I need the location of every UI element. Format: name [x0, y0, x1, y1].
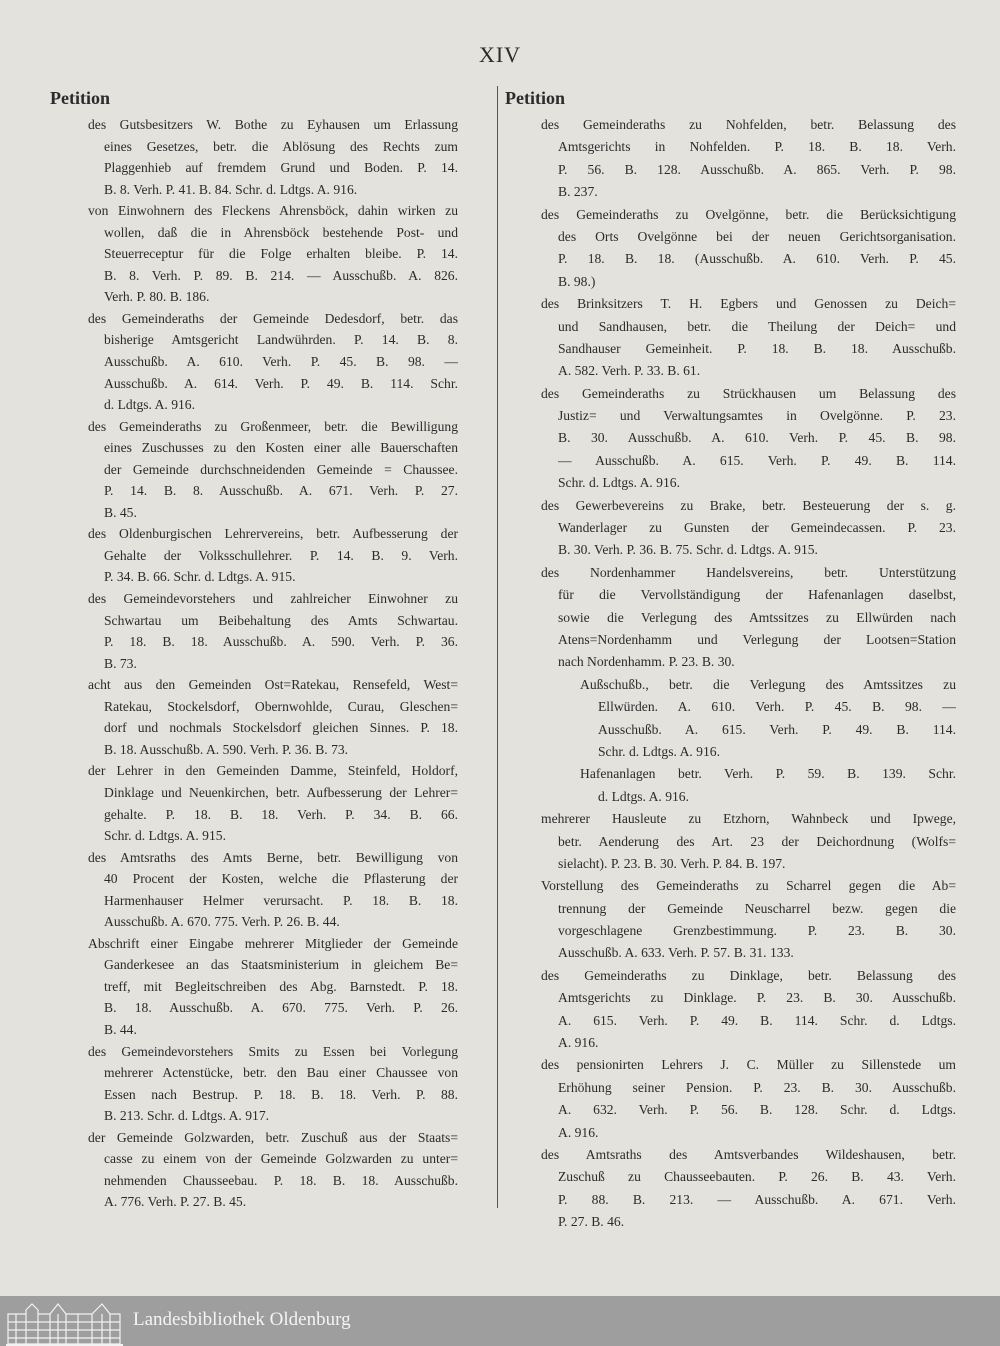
index-entry — [88, 760, 458, 846]
entry-text-line: Außschußb., betr. die Verlegung des Amtssitzes zu — [580, 676, 956, 692]
entry-text-line: B. 30. Verh. P. 36. B. 75. Schr. d. Ldtgs. A. 915. — [558, 542, 818, 558]
entry-text-line: Erhöhung seiner Pension. P. 23. B. 30. Ausschußb. — [558, 1079, 956, 1095]
entry-text-line: nach Nordenhamm. P. 23. B. 30. — [558, 654, 735, 670]
index-entry — [88, 308, 458, 416]
index-entry — [541, 875, 956, 965]
entry-text-line: — Ausschußb. A. 615. Verh. P. 49. B. 114. — [558, 452, 956, 468]
entry-text-line: Essen nach Bestrup. P. 18. B. 18. Verh. P. 88. — [104, 1086, 458, 1102]
entry-text-line: A. 582. Verh. P. 33. B. 61. — [558, 363, 701, 379]
entry-text-line: B. 237. — [558, 184, 598, 200]
entry-text-line: Amtsgerichts zu Dinklage. P. 23. B. 30. Ausschußb. — [558, 990, 956, 1006]
index-entry — [541, 562, 956, 674]
entry-text-line: betr. Aenderung des Art. 23 der Deichordnung (Wolfs= — [558, 833, 956, 849]
entry-text-line: casse zu einem von der Gemeinde Golzwarden zu unter= — [104, 1151, 458, 1167]
entry-text-line: des Gemeinderaths zu Großenmeer, betr. die Bewilligung — [88, 418, 458, 434]
index-entry — [88, 933, 458, 1041]
right-column — [541, 114, 956, 1234]
index-entry — [541, 1054, 956, 1144]
entry-text-line: sielacht). P. 23. B. 30. Verh. P. 84. B. 197. — [558, 855, 786, 871]
index-entry — [88, 523, 458, 588]
entry-text-line: vorgeschlagene Grenzbestimmung. P. 23. B. 30. — [558, 923, 956, 939]
entry-text-line: Schr. d. Ldtgs. A. 916. — [598, 743, 720, 759]
entry-text-line: B. 45. — [104, 504, 137, 520]
index-entry — [88, 847, 458, 933]
entry-text-line: nehmenden Chausseebau. P. 18. B. 18. Ausschußb. — [104, 1172, 458, 1188]
library-footer-banner — [0, 1296, 1000, 1346]
entry-text-line: trennung der Gemeinde Neuscharrel bezw. gegen die — [558, 900, 956, 916]
entry-text-line: Ganderkesee an das Staatsministerium in gleichem Be= — [104, 957, 458, 973]
entry-text-line: des Gemeinderaths zu Strückhausen um Belassung des — [541, 385, 956, 401]
entry-text-line: der Gemeinde durchschneidenden Gemeinde = Chaussee. — [104, 461, 458, 477]
entry-text-line: Plaggenhieb auf fremdem Grund und Boden. P. 14. — [104, 160, 458, 176]
entry-text-line: mehrerer Hausleute zu Etzhorn, Wahnbeck und Ipwege, — [541, 811, 956, 827]
entry-text-line: Ausschußb. A. 610. Verh. P. 45. B. 98. — — [104, 354, 458, 370]
entry-text-line: des Oldenburgischen Lehrervereins, betr. Aufbesserung der — [88, 526, 458, 542]
entry-text-line: Ratekau, Stockelsdorf, Obernwohlde, Curau, Gleschen= — [104, 698, 458, 714]
index-entry — [88, 114, 458, 200]
entry-text-line: Wanderlager zu Gunsten der Gemeindecassen. P. 23. — [558, 520, 956, 536]
left-column — [88, 114, 458, 1213]
entry-text-line: Schr. d. Ldtgs. A. 915. — [104, 828, 226, 844]
entry-text-line: Steuerreceptur für die Folge erhalten bleibe. P. 14. — [104, 246, 458, 262]
entry-text-line: B. 213. Schr. d. Ldtgs. A. 917. — [104, 1108, 270, 1124]
entry-text-line: der Lehrer in den Gemeinden Damme, Steinfeld, Holdorf, — [88, 763, 458, 779]
index-sub-entry — [541, 763, 956, 808]
index-entry — [541, 114, 956, 204]
entry-text-line: Atens=Nordenhamm und Verlegung der Lootsen=Station — [558, 631, 956, 647]
entry-text-line: Schr. d. Ldtgs. A. 916. — [558, 475, 680, 491]
entry-text-line: für die Vervollständigung der Hafenanlagen daselbst, — [558, 587, 956, 603]
index-entry — [541, 808, 956, 875]
entry-text-line: Abschrift einer Eingabe mehrerer Mitglieder der Gemeinde — [88, 935, 458, 951]
entry-text-line: 40 Procent der Kosten, welche die Pflasterung der — [104, 871, 458, 887]
index-entry — [541, 293, 956, 383]
entry-text-line: des Orts Ovelgönne bei der neuen Gerichtsorganisation. — [558, 228, 956, 244]
index-entry — [88, 200, 458, 308]
entry-text-line: bisherige Amtsgericht Landwührden. P. 14. B. 8. — [104, 332, 458, 348]
entry-text-line: Amtsgerichts in Nohfelden. P. 18. B. 18. Verh. — [558, 139, 956, 155]
index-entry — [88, 1127, 458, 1213]
entry-text-line: eines Zuschusses zu den Kosten einer alle Bauerschaften — [104, 440, 458, 456]
entry-text-line: B. 8. Verh. P. 89. B. 214. — Ausschußb. A. 826. — [104, 267, 458, 283]
entry-text-line: wollen, daß die in Ahrensböck bestehende Post- und — [104, 224, 458, 240]
entry-text-line: Justiz= und Verwaltungsamtes in Ovelgönne. P. 23. — [558, 408, 956, 424]
entry-text-line: B. 18. Ausschußb. A. 670. 775. Verh. P. 26. — [104, 1000, 458, 1016]
index-entry — [541, 965, 956, 1055]
entry-text-line: Ausschußb. A. 615. Verh. P. 49. B. 114. — [598, 721, 956, 737]
entry-text-line: des Amtsraths des Amtsverbandes Wildeshausen, betr. — [541, 1146, 956, 1162]
entry-text-line: P. 56. B. 128. Ausschußb. A. 865. Verh. P. 98. — [558, 161, 956, 177]
index-entry — [541, 495, 956, 562]
index-sub-entry — [541, 674, 956, 764]
entry-text-line: Ausschußb. A. 633. Verh. P. 57. B. 31. 133. — [558, 945, 794, 961]
entry-text-line: d. Ldtgs. A. 916. — [598, 788, 690, 804]
entry-text-line: B. 18. Ausschußb. A. 590. Verh. P. 36. B. 73. — [104, 741, 349, 757]
index-entry — [541, 1144, 956, 1234]
entry-text-line: Schwartau um Beibehaltung des Amts Schwartau. — [104, 612, 458, 628]
entry-text-line: P. 14. B. 8. Ausschußb. A. 671. Verh. P. 27. — [104, 483, 458, 499]
entry-text-line: treff, mit Begleitschreiben des Abg. Barnstedt. P. 18. — [104, 978, 458, 994]
left-column-heading: Petition — [50, 88, 110, 108]
entry-text-line: Verh. P. 80. B. 186. — [104, 289, 210, 305]
entry-text-line: P. 34. B. 66. Schr. d. Ldtgs. A. 915. — [104, 569, 296, 585]
entry-text-line: eines Gesetzes, betr. die Ablösung des Rechts zum — [104, 138, 458, 154]
entry-text-line: des Gewerbevereins zu Brake, betr. Besteuerung der s. g. — [541, 497, 956, 513]
entry-text-line: von Einwohnern des Fleckens Ahrensböck, dahin wirken zu — [88, 203, 458, 219]
entry-text-line: A. 632. Verh. P. 56. B. 128. Schr. d. Ldtgs. — [558, 1102, 956, 1118]
index-entry — [88, 674, 458, 760]
entry-text-line: des Gemeinderaths zu Dinklage, betr. Belassung des — [541, 967, 956, 983]
entry-text-line: Gehalte der Volksschullehrer. P. 14. B. 9. Verh. — [104, 547, 458, 563]
index-entry — [88, 588, 458, 674]
entry-text-line: des Gemeinderaths zu Nohfelden, betr. Belassung des — [541, 117, 956, 132]
entry-text-line: mehrerer Actenstücke, betr. den Bau einer Chaussee von — [104, 1065, 458, 1081]
index-entry — [88, 416, 458, 524]
entry-text-line: B. 73. — [104, 655, 137, 671]
entry-text-line: des Gemeindevorstehers und zahlreicher Einwohner zu — [88, 591, 458, 607]
page-number: XIV — [478, 42, 522, 67]
entry-text-line: des Gemeinderaths der Gemeinde Dedesdorf, betr. das — [88, 310, 458, 326]
entry-text-line: Dinklage und Neuenkirchen, betr. Aufbesserung der Lehrer= — [104, 784, 458, 800]
entry-text-line: des pensionirten Lehrers J. C. Müller zu Sillenstede um — [541, 1057, 956, 1073]
entry-text-line: dorf und nochmals Stockelsdorf gleichen Sinnes. P. 18. — [104, 720, 458, 736]
entry-text-line: Harmenhauser Helmer verursacht. P. 18. B. 18. — [104, 892, 458, 908]
entry-text-line: P. 27. B. 46. — [558, 1214, 625, 1230]
entry-text-line: d. Ldtgs. A. 916. — [104, 397, 196, 413]
entry-text-line: des Nordenhammer Handelsvereins, betr. Unterstützung — [541, 564, 956, 580]
index-entry — [541, 204, 956, 294]
entry-text-line: B. 8. Verh. P. 41. B. 84. Schr. d. Ldtgs. A. 916. — [104, 181, 358, 197]
entry-text-line: B. 30. Ausschußb. A. 610. Verh. P. 45. B. 98. — [558, 430, 956, 446]
entry-text-line: A. 916. — [558, 1124, 599, 1140]
entry-text-line: P. 18. B. 18. Ausschußb. A. 590. Verh. P. 36. — [104, 634, 458, 650]
column-divider — [497, 86, 498, 1208]
entry-text-line: P. 18. B. 18. (Ausschußb. A. 610. Verh. P. 45. — [558, 251, 956, 267]
entry-text-line: des Brinksitzers T. H. Egbers und Genossen zu Deich= — [541, 296, 956, 312]
entry-text-line: B. 98.) — [558, 273, 596, 289]
entry-text-line: Ausschußb. A. 670. 775. Verh. P. 26. B. 44. — [104, 914, 340, 930]
entry-text-line: A. 615. Verh. P. 49. B. 114. Schr. d. Ldtgs. — [558, 1012, 956, 1028]
index-entry — [541, 383, 956, 495]
entry-text-line: Ausschußb. A. 614. Verh. P. 49. B. 114. Schr. — [104, 375, 458, 391]
entry-text-line: sowie die Verlegung des Amtssitzes zu Ellwürden nach — [558, 609, 956, 625]
entry-text-line: Sandhauser Gemeinheit. P. 18. B. 18. Ausschußb. — [558, 340, 956, 356]
entry-text-line: Vorstellung des Gemeinderaths zu Scharrel gegen die Ab= — [541, 878, 956, 894]
entry-text-line: Hafenanlagen betr. Verh. P. 59. B. 139. Schr. — [580, 766, 956, 782]
entry-text-line: Ellwürden. A. 610. Verh. P. 45. B. 98. — — [598, 699, 956, 715]
right-column-heading: Petition — [505, 88, 565, 108]
entry-text-line: Zuschuß zu Chausseebauten. P. 26. B. 43. Verh. — [558, 1169, 956, 1185]
library-name: Landesbibliothek Oldenburg — [133, 1309, 351, 1330]
entry-text-line: und Sandhausen, betr. die Theilung der Deich= und — [558, 318, 956, 334]
index-entry — [88, 1041, 458, 1127]
entry-text-line: A. 916. — [558, 1035, 599, 1051]
entry-text-line: der Gemeinde Golzwarden, betr. Zuschuß aus der Staats= — [88, 1129, 458, 1145]
entry-text-line: B. 44. — [104, 1021, 137, 1037]
entry-text-line: des Gemeindevorstehers Smits zu Essen bei Vorlegung — [88, 1043, 458, 1059]
entry-text-line: des Gemeinderaths zu Ovelgönne, betr. die Berücksichtigung — [541, 206, 956, 222]
entry-text-line: gehalte. P. 18. B. 18. Verh. P. 34. B. 66. — [104, 806, 458, 822]
entry-text-line: P. 88. B. 213. — Ausschußb. A. 671. Verh. — [558, 1191, 956, 1207]
entry-text-line: des Amtsraths des Amts Berne, betr. Bewilligung von — [88, 849, 458, 865]
entry-text-line: A. 776. Verh. P. 27. B. 45. — [104, 1194, 247, 1210]
entry-text-line: acht aus den Gemeinden Ost=Ratekau, Rensefeld, West= — [88, 677, 458, 693]
entry-text-line: des Gutsbesitzers W. Bothe zu Eyhausen um Erlassung — [88, 117, 458, 132]
library-building-logo-icon — [6, 1300, 123, 1346]
